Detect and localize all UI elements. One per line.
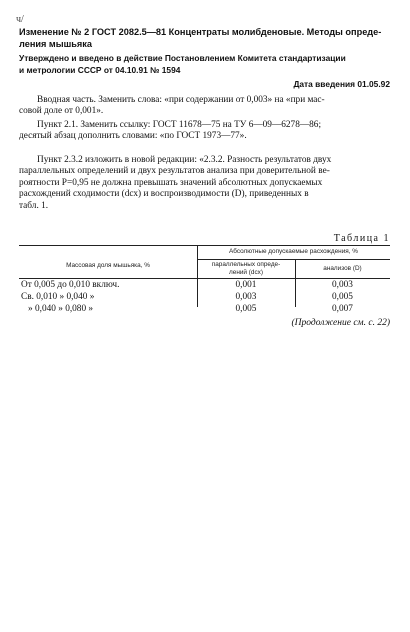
- paragraph-line: Пункт 2.3.2 изложить в новой редакции: «2.3.2. Разность результатов двух: [37, 155, 332, 165]
- table-cell: 0,003: [235, 292, 257, 302]
- col-header-parallel: параллельных опреде- лений (dсх): [211, 261, 281, 276]
- paragraph-line: совой доле от 0,001».: [19, 106, 104, 117]
- paragraph-line: роятности P=0,95 не должна превышать значений абсолютных допускаемых: [19, 177, 323, 188]
- effective-date: Дата введения 01.05.92: [293, 79, 390, 89]
- paragraph-line: табл. 1.: [19, 200, 49, 211]
- paragraph-2-1: [19, 120, 389, 143]
- table-cell: 0,005: [332, 292, 353, 302]
- title-line: Изменение № 2 ГОСТ 2082.5—81 Концентраты молибденовые. Методы опреде-: [19, 27, 382, 37]
- table-row: От 0,005 до 0,010 включ.: [21, 280, 120, 290]
- col-header-group: Абсолютные допускаемые расхождения, %: [229, 248, 358, 255]
- page-mark: ч/: [16, 14, 24, 25]
- table-group-rule: [197, 259, 390, 260]
- paragraph-2-3-2: [19, 155, 389, 212]
- col-header-analyses: анализов (D): [323, 265, 362, 272]
- table-top-rule: [19, 245, 390, 246]
- table-cell: 0,007: [332, 304, 353, 314]
- paragraph-intro: [19, 95, 389, 118]
- continuation-note: (Продолжение см. с. 22): [291, 318, 390, 328]
- table-row: » 0,040 » 0,080 »: [28, 304, 94, 314]
- paragraph-line: Вводная часть. Заменить слова: «при содержании от 0,003» на «при мас-: [37, 95, 325, 105]
- paragraph-line: расхождений сходимости (dсх) и воспроизводимости (D), приведенных в: [19, 189, 309, 200]
- table-row: Св. 0,010 » 0,040 »: [21, 292, 95, 302]
- title-line: ления мышьяка: [19, 39, 92, 49]
- approval-line: и метрологии СССР от 04.10.91 № 1594: [19, 65, 181, 75]
- document-title: [19, 26, 391, 50]
- paragraph-line: параллельных определений и двух результатов анализа при доверительной ве-: [19, 166, 330, 177]
- table-cell: 0,003: [332, 280, 353, 290]
- paragraph-line: десятый абзац дополнить словами: «по ГОСТ 1973—77».: [19, 131, 247, 142]
- table-cell: 0,005: [235, 304, 257, 314]
- table-header-rule: [19, 278, 390, 279]
- paragraph-line: Пункт 2.1. Заменить ссылку: ГОСТ 11678—75 на ТУ 6—09—6278—86;: [37, 120, 322, 130]
- approval-statement: [19, 52, 391, 76]
- table-cell: 0,001: [235, 280, 257, 290]
- col-header-mass-fraction: Массовая доля мышьяка, %: [66, 262, 150, 269]
- approval-line: Утверждено и введено в действие Постановлением Комитета стандартизации: [19, 53, 346, 63]
- table-caption: Таблица 1: [333, 233, 390, 244]
